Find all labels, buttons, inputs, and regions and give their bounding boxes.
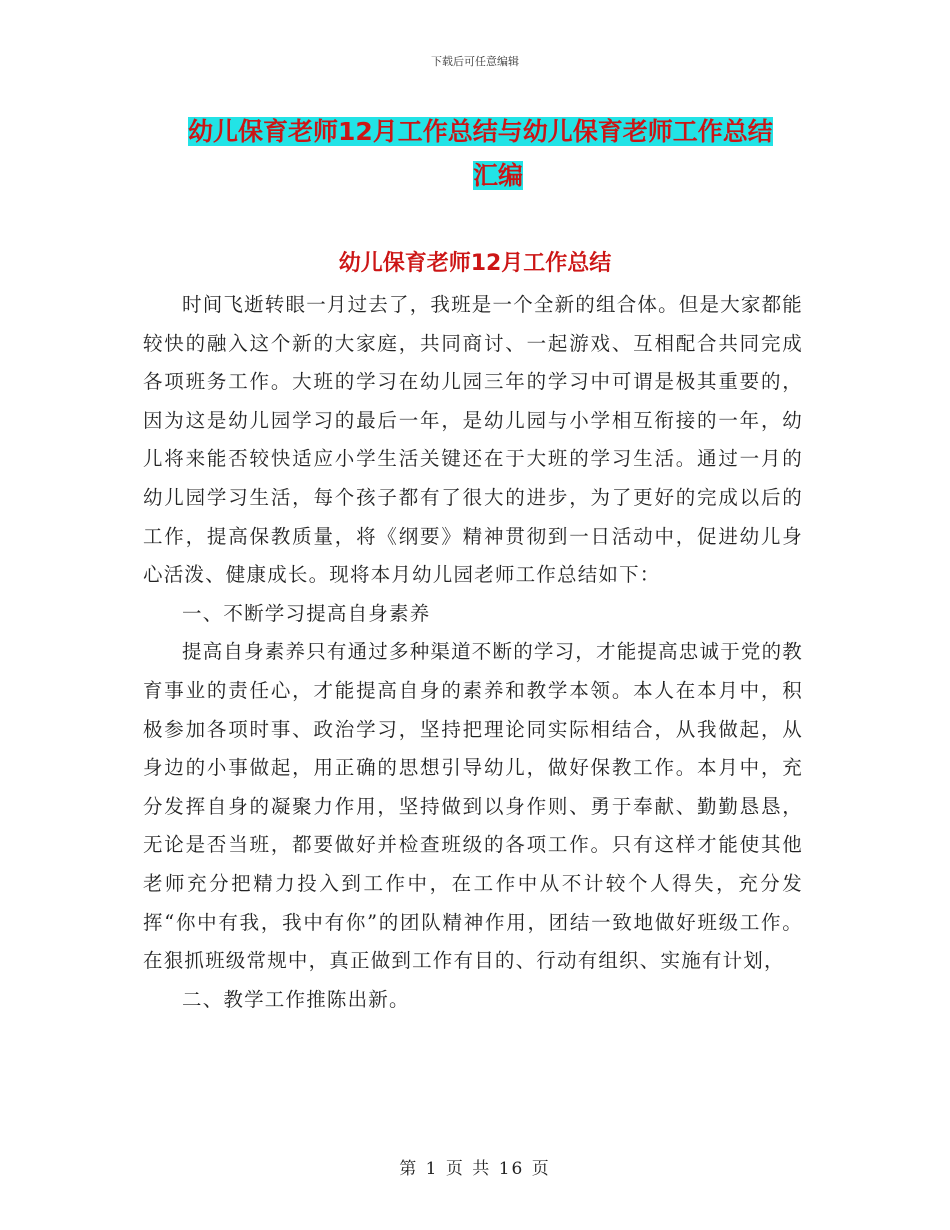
document-title-line-2: 汇编	[472, 161, 523, 190]
heading-section-2: 二、教学工作推陈出新。	[182, 987, 410, 1011]
paragraph-intro: 时间飞逝转眼一月过去了，我班是一个全新的组合体。但是大家都能较快的融入这个新的大家庭，共同商讨、一起游戏、互相配合共同完成各项班务工作。大班的学习在幼儿园三年的学习中可谓是极其重要的，因为这是幼儿园学习的最后一年，是幼儿园与小学相互衔接的一年，幼儿将来能否较快适应小学生活关键还在于大班的学习生活。通过一月的幼儿园学习生活，每个孩子都有了很大的进步，为了更好的完成以后的工作，提高保教质量，将《纲要》精神贯彻到一日活动中，促进幼儿身心活泼、健康成长。现将本月幼儿园老师工作总结如下：	[143, 293, 804, 587]
document-body	[143, 286, 803, 1019]
paragraph-section-1: 提高自身素养只有通过多种渠道不断的学习，才能提高忠诚于党的教育事业的责任心，才能提高自身的素养和教学本领。本人在本月中，积极参加各项时事、政治学习，坚持把理论同实际相结合，从我做起，从身边的小事做起，用正确的思想引导幼儿，做好保教工作。本月中，充分发挥自身的凝聚力作用，坚持做到以身作则、勇于奉献、勤勤恳恳，无论是否当班，都要做好并检查班级的各项工作。只有这样才能使其他老师充分把精力投入到工作中，在工作中从不计较个人得失，充分发挥“你中有我，我中有你”的团队精神作用，团结一致地做好班级工作。在狠抓班级常规中，真正做到工作有目的、行动有组织、实施有计划，	[143, 640, 804, 973]
document-title-line-1: 幼儿保育老师12月工作总结与幼儿保育老师工作总结	[188, 117, 773, 146]
page-footer: 第 1 页 共 16 页	[399, 1159, 551, 1179]
document-title	[188, 110, 808, 198]
section-title: 幼儿保育老师12月工作总结	[338, 251, 612, 276]
heading-section-1: 一、不断学习提高自身素养	[182, 601, 431, 625]
header-note: 下载后可任意编辑	[431, 55, 519, 68]
